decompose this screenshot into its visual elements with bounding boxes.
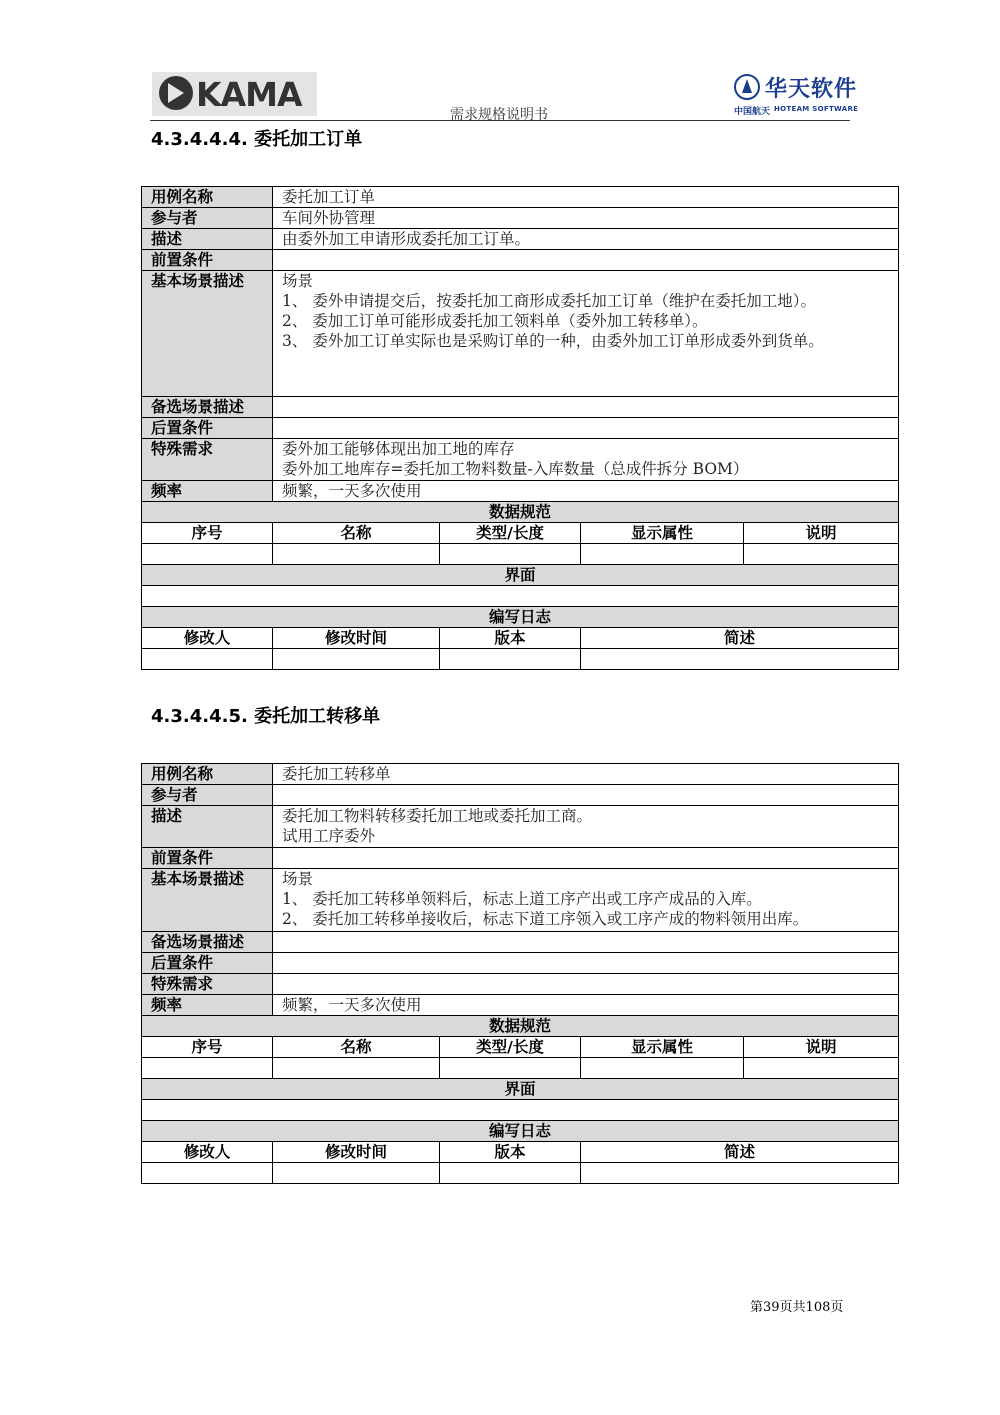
header-divider (150, 120, 850, 121)
actor-value (273, 785, 899, 806)
row-label-alt-scenario: 备选场景描述 (142, 932, 273, 953)
description-value (273, 229, 899, 250)
data-spec-empty-row (142, 1058, 899, 1079)
alt-scenario-value (273, 932, 899, 953)
description-line: 委托加工物料转移委托加工地或委托加工商。 (282, 807, 593, 825)
data-spec-title: 数据规范 (142, 1016, 899, 1037)
hoteam-logo-sub-en: HOTEAM SOFTWARE (774, 105, 859, 113)
row-label-frequency: 频率 (142, 995, 273, 1016)
special-requirements-value (273, 974, 899, 995)
special-line: 委外加工能够体现出加工地的库存 (282, 440, 515, 458)
aerospace-emblem-icon (734, 74, 760, 100)
log-header-time: 修改时间 (273, 628, 440, 649)
hoteam-logo (734, 74, 859, 118)
row-label-description: 描述 (142, 806, 273, 848)
row-label-alt-scenario: 备选场景描述 (142, 397, 273, 418)
ui-title: 界面 (142, 565, 899, 586)
use-case-name-value: 委托加工订单 (273, 187, 899, 208)
row-label-precondition: 前置条件 (142, 848, 273, 869)
scenario-step: 2、 委托加工转移单接收后，标志下道工序领入或工序产成的物料领用出库。 (282, 910, 809, 928)
row-label-frequency: 频率 (142, 481, 273, 502)
basic-scenario-value (273, 869, 899, 932)
log-title: 编写日志 (142, 607, 899, 628)
actor-value: 车间外协管理 (273, 208, 899, 229)
section-heading: 4.3.4.4.4. 委托加工订单 (151, 129, 363, 150)
log-header-version: 版本 (440, 628, 581, 649)
row-label-basic-scenario: 基本场景描述 (142, 271, 273, 397)
document-title: 需求规格说明书 (450, 107, 548, 123)
special-requirements-value (273, 439, 899, 481)
scenario-step: 2、 委加工订单可能形成委托加工领料单（委外加工转移单）。 (282, 312, 708, 330)
row-label-use-case-name: 用例名称 (142, 764, 273, 785)
section-heading: 4.3.4.4.5. 委托加工转移单 (151, 706, 381, 727)
row-label-special-requirements: 特殊需求 (142, 439, 273, 481)
col-header-display: 显示属性 (581, 1037, 744, 1058)
frequency-value: 频繁，一天多次使用 (273, 995, 899, 1016)
col-header-name: 名称 (273, 1037, 440, 1058)
description-value (273, 806, 899, 848)
row-label-description: 描述 (142, 229, 273, 250)
scenario-step: 1、 委托加工转移单领料后，标志上道工序产出或工序产成品的入库。 (282, 890, 762, 908)
kama-mark-icon (159, 76, 193, 110)
description-line: 试用工序委外 (282, 827, 376, 845)
col-header-note: 说明 (744, 523, 899, 544)
row-label-special-requirements: 特殊需求 (142, 974, 273, 995)
frequency-value: 频繁，一天多次使用 (273, 481, 899, 502)
scenario-step: 3、 委外加工订单实际也是采购订单的一种，由委外加工订单形成委外到货单。 (282, 332, 824, 350)
col-header-note: 说明 (744, 1037, 899, 1058)
scenario-step: 1、 委外申请提交后，按委托加工商形成委托加工订单（维护在委托加工地）。 (282, 292, 817, 310)
col-header-type-length: 类型/长度 (440, 1037, 581, 1058)
kama-logo (152, 72, 317, 116)
basic-scenario-value (273, 271, 899, 397)
log-header-modifier: 修改人 (142, 628, 273, 649)
postcondition-value (273, 953, 899, 974)
postcondition-value (273, 418, 899, 439)
log-header-modifier: 修改人 (142, 1142, 273, 1163)
description-line: 由委外加工申请形成委托加工订单。 (282, 230, 531, 248)
row-label-postcondition: 后置条件 (142, 418, 273, 439)
log-empty-row (142, 649, 899, 670)
log-header-time: 修改时间 (273, 1142, 440, 1163)
scenario-line: 场景 (282, 870, 314, 888)
use-case-name-value: 委托加工转移单 (273, 764, 899, 785)
row-label-actor: 参与者 (142, 785, 273, 806)
use-case-table (141, 763, 899, 1184)
hoteam-logo-sub-cn: 中国航天 (734, 107, 771, 117)
col-header-index: 序号 (142, 523, 273, 544)
hoteam-logo-cn: 华天软件 (765, 77, 858, 102)
special-line: 委外加工地库存=委托加工物料数量-入库数量（总成件拆分 BOM） (282, 460, 749, 478)
alt-scenario-value (273, 397, 899, 418)
row-label-use-case-name: 用例名称 (142, 187, 273, 208)
log-title: 编写日志 (142, 1121, 899, 1142)
ui-empty-row (142, 586, 899, 607)
ui-empty-row (142, 1100, 899, 1121)
kama-logo-text: KAMA (196, 75, 302, 114)
data-spec-empty-row (142, 544, 899, 565)
log-header-summary: 简述 (581, 628, 899, 649)
row-label-actor: 参与者 (142, 208, 273, 229)
col-header-display: 显示属性 (581, 523, 744, 544)
col-header-name: 名称 (273, 523, 440, 544)
ui-title: 界面 (142, 1079, 899, 1100)
row-label-precondition: 前置条件 (142, 250, 273, 271)
data-spec-title: 数据规范 (142, 502, 899, 523)
col-header-index: 序号 (142, 1037, 273, 1058)
precondition-value (273, 848, 899, 869)
page-number: 第39页共108页 (750, 1300, 844, 1315)
use-case-table (141, 186, 899, 670)
scenario-line: 场景 (282, 272, 314, 290)
col-header-type-length: 类型/长度 (440, 523, 581, 544)
row-label-basic-scenario: 基本场景描述 (142, 869, 273, 932)
log-header-summary: 简述 (581, 1142, 899, 1163)
precondition-value (273, 250, 899, 271)
page-header (150, 70, 859, 123)
log-header-version: 版本 (440, 1142, 581, 1163)
row-label-postcondition: 后置条件 (142, 953, 273, 974)
log-empty-row (142, 1163, 899, 1184)
